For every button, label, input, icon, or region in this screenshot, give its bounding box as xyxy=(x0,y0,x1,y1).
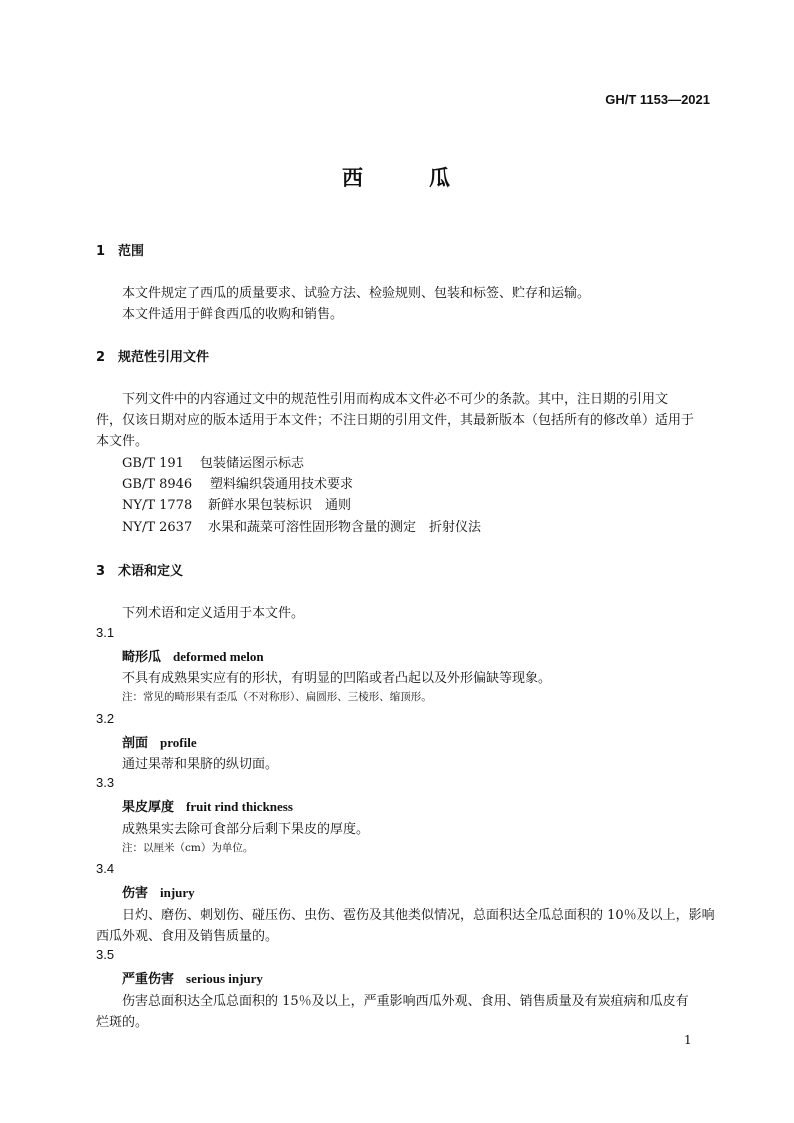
standard-code: GH/T 1153—2021 xyxy=(605,92,710,107)
term-title xyxy=(122,732,197,751)
paragraph-line: 本文件。 xyxy=(96,434,149,449)
normative-reference xyxy=(122,473,353,492)
term-zh: 剖面 xyxy=(122,736,149,751)
term-number: 3.4 xyxy=(96,861,115,876)
ref-title: 塑料编织袋通用技术要求 xyxy=(210,477,354,492)
section-title: 规范性引用文件 xyxy=(118,350,210,365)
document-title xyxy=(0,162,794,192)
ref-title: 包装储运图示标志 xyxy=(200,456,305,471)
section-title: 范围 xyxy=(118,244,145,259)
term-definition: 通过果蒂和果脐的纵切面。 xyxy=(122,757,279,772)
term-number: 3.2 xyxy=(96,711,115,726)
section-3-heading xyxy=(96,560,183,579)
term-zh: 果皮厚度 xyxy=(122,800,175,815)
paragraph: 本文件规定了西瓜的质量要求、试验方法、检验规则、包装和标签、贮存和运输。 xyxy=(122,286,591,301)
term-en: serious injury xyxy=(186,971,263,986)
term-number: 3.5 xyxy=(96,947,115,962)
paragraph-line: 件，仅该日期对应的版本适用于本文件；不注日期的引用文件，其最新版本（包括所有的修改单）适用于 xyxy=(96,413,695,428)
section-title: 术语和定义 xyxy=(118,564,184,579)
term-definition: 日灼、磨伤、刺划伤、碰压伤、虫伤、雹伤及其他类似情况，总面积达全瓜总面积的 10％及以上，影响 xyxy=(122,908,715,923)
section-number: 2 xyxy=(96,350,106,365)
title-char-1: 西 xyxy=(342,166,365,190)
section-2-heading xyxy=(96,346,209,365)
term-en: deformed melon xyxy=(173,649,264,664)
normative-reference xyxy=(122,494,351,513)
term-definition: 不具有成熟果实应有的形状，有明显的凹陷或者凸起以及外形偏缺等现象。 xyxy=(122,671,552,686)
normative-reference xyxy=(122,516,481,535)
paragraph: 下列术语和定义适用于本文件。 xyxy=(122,606,305,621)
term-number: 3.3 xyxy=(96,775,115,790)
term-definition: 伤害总面积达全瓜总面积的 15％及以上，严重影响西瓜外观、食用、销售质量及有炭疽病和瓜皮有 xyxy=(122,994,689,1009)
section-number: 1 xyxy=(96,244,106,259)
term-zh: 畸形瓜 xyxy=(122,650,162,665)
term-definition: 成熟果实去除可食部分后剩下果皮的厚度。 xyxy=(122,822,370,837)
term-title xyxy=(122,796,293,815)
ref-code: GB/T 8946 xyxy=(122,477,193,492)
paragraph: 本文件适用于鲜食西瓜的收购和销售。 xyxy=(122,307,344,322)
title-char-2: 瓜 xyxy=(429,166,452,190)
term-en: fruit rind thickness xyxy=(186,799,293,814)
term-title xyxy=(122,968,263,987)
ref-title: 水果和蔬菜可溶性固形物含量的测定 折射仪法 xyxy=(208,520,482,535)
term-zh: 伤害 xyxy=(122,886,149,901)
term-definition-cont: 烂斑的。 xyxy=(96,1015,149,1030)
term-definition-cont: 西瓜外观、食用及销售质量的。 xyxy=(96,929,279,944)
term-en: injury xyxy=(160,885,195,900)
paragraph-line: 下列文件中的内容通过文中的规范性引用而构成本文件必不可少的条款。其中，注日期的引用文 xyxy=(122,392,669,407)
section-number: 3 xyxy=(96,564,106,579)
ref-title: 新鲜水果包装标识 通则 xyxy=(208,498,352,513)
term-note: 注：常见的畸形果有歪瓜（不对称形）、扁圆形、三棱形、缩顶形。 xyxy=(122,691,432,703)
term-zh: 严重伤害 xyxy=(122,972,175,987)
term-title xyxy=(122,646,264,665)
ref-code: NY/T 2637 xyxy=(122,520,193,535)
term-number: 3.1 xyxy=(96,625,115,640)
normative-reference xyxy=(122,452,304,471)
ref-code: NY/T 1778 xyxy=(122,498,193,513)
term-en: profile xyxy=(160,735,197,750)
page-number: 1 xyxy=(684,1033,692,1047)
term-title xyxy=(122,882,195,901)
ref-code: GB/T 191 xyxy=(122,456,184,471)
section-1-heading xyxy=(96,240,144,259)
term-note: 注：以厘米（cm）为单位。 xyxy=(122,842,254,854)
